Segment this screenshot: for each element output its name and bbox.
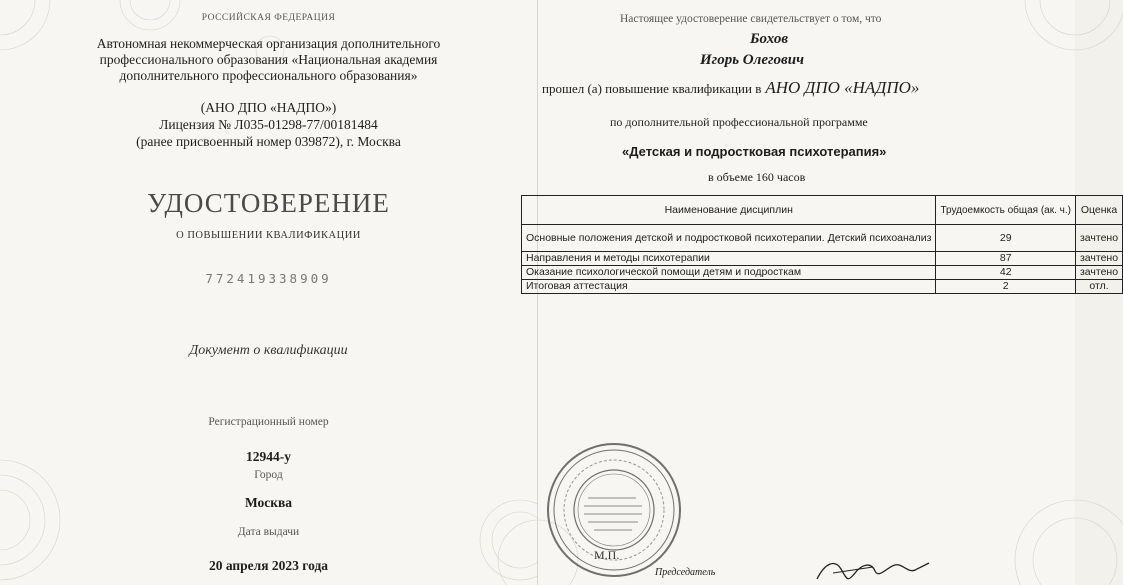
table-header-row (522, 196, 1123, 225)
document-type: Документ о квалификации (189, 343, 348, 358)
table-row (522, 280, 1123, 294)
org-line-2: профессионального образования «Национальная академия (99, 52, 438, 67)
header-grade: Оценка (1075, 196, 1122, 225)
country-label: РОССИЙСКАЯ ФЕДЕРАЦИЯ (201, 13, 336, 23)
passed-prefix: прошел (а) повышение квалификации в (542, 81, 762, 96)
org-line-3: дополнительного профессионального образования» (119, 68, 418, 83)
discipline-name: Основные положения детской и подростковой психотерапии. Детский психоанализ (522, 225, 936, 252)
reg-number-label: Регистрационный номер (208, 416, 329, 428)
license-number: Лицензия № Л035-01298-77/00181484 (159, 117, 378, 132)
org-line-1: Автономная некоммерческая организация дополнительного (96, 36, 441, 51)
discipline-grade: отл. (1075, 280, 1122, 294)
serial-number: 772419338909 (205, 271, 332, 286)
program-intro: по дополнительной профессиональной программе (610, 115, 868, 129)
program-volume: в объеме 160 часов (708, 170, 806, 184)
table-row (522, 225, 1123, 252)
program-name: «Детская и подростковая психотерапия» (622, 144, 887, 159)
table-row (522, 252, 1123, 266)
document-subtitle: О ПОВЫШЕНИИ КВАЛИФИКАЦИИ (176, 230, 361, 241)
left-page (0, 0, 538, 585)
city-label: Город (254, 469, 283, 481)
recipient-surname: Бохов (750, 31, 789, 47)
license-previous: (ранее присвоенный номер 039872), г. Москва (136, 134, 401, 149)
discipline-name: Оказание психологической помощи детям и подросткам (522, 266, 936, 280)
table-row (522, 266, 1123, 280)
discipline-hours: 2 (936, 280, 1076, 294)
discipline-grade: зачтено (1075, 252, 1122, 266)
discipline-grade: зачтено (1075, 225, 1122, 252)
recipient-given-names: Игорь Олегович (700, 52, 804, 68)
discipline-grade: зачтено (1075, 266, 1122, 280)
issue-date-value: 20 апреля 2023 года (208, 558, 329, 573)
org-full-name (0, 36, 537, 84)
header-hours: Трудоемкость общая (ак. ч.) (936, 196, 1076, 225)
passed-line (542, 78, 919, 98)
discipline-hours: 42 (936, 266, 1076, 280)
issue-date-label: Дата выдачи (237, 526, 300, 538)
discipline-name: Направления и методы психотерапии (522, 252, 936, 266)
reg-number-value: 12944-у (246, 449, 291, 464)
disciplines-table (521, 195, 1123, 294)
chairman-signature (813, 553, 933, 585)
passed-org: АНО ДПО «НАДПО» (765, 78, 920, 97)
discipline-name: Итоговая аттестация (522, 280, 936, 294)
discipline-hours: 29 (936, 225, 1076, 252)
seal-label: М.П. (594, 548, 620, 562)
city-value: Москва (244, 495, 293, 510)
certify-text: Настоящее удостоверение свидетельствует о том, что (620, 13, 882, 25)
header-discipline: Наименование дисциплин (522, 196, 936, 225)
discipline-hours: 87 (936, 252, 1076, 266)
right-page (526, 0, 1119, 585)
org-short-name: (АНО ДПО «НАДПО») (200, 100, 337, 115)
chairman-label: Председатель (655, 567, 716, 578)
document-title: УДОСТОВЕРЕНИЕ (147, 188, 390, 218)
